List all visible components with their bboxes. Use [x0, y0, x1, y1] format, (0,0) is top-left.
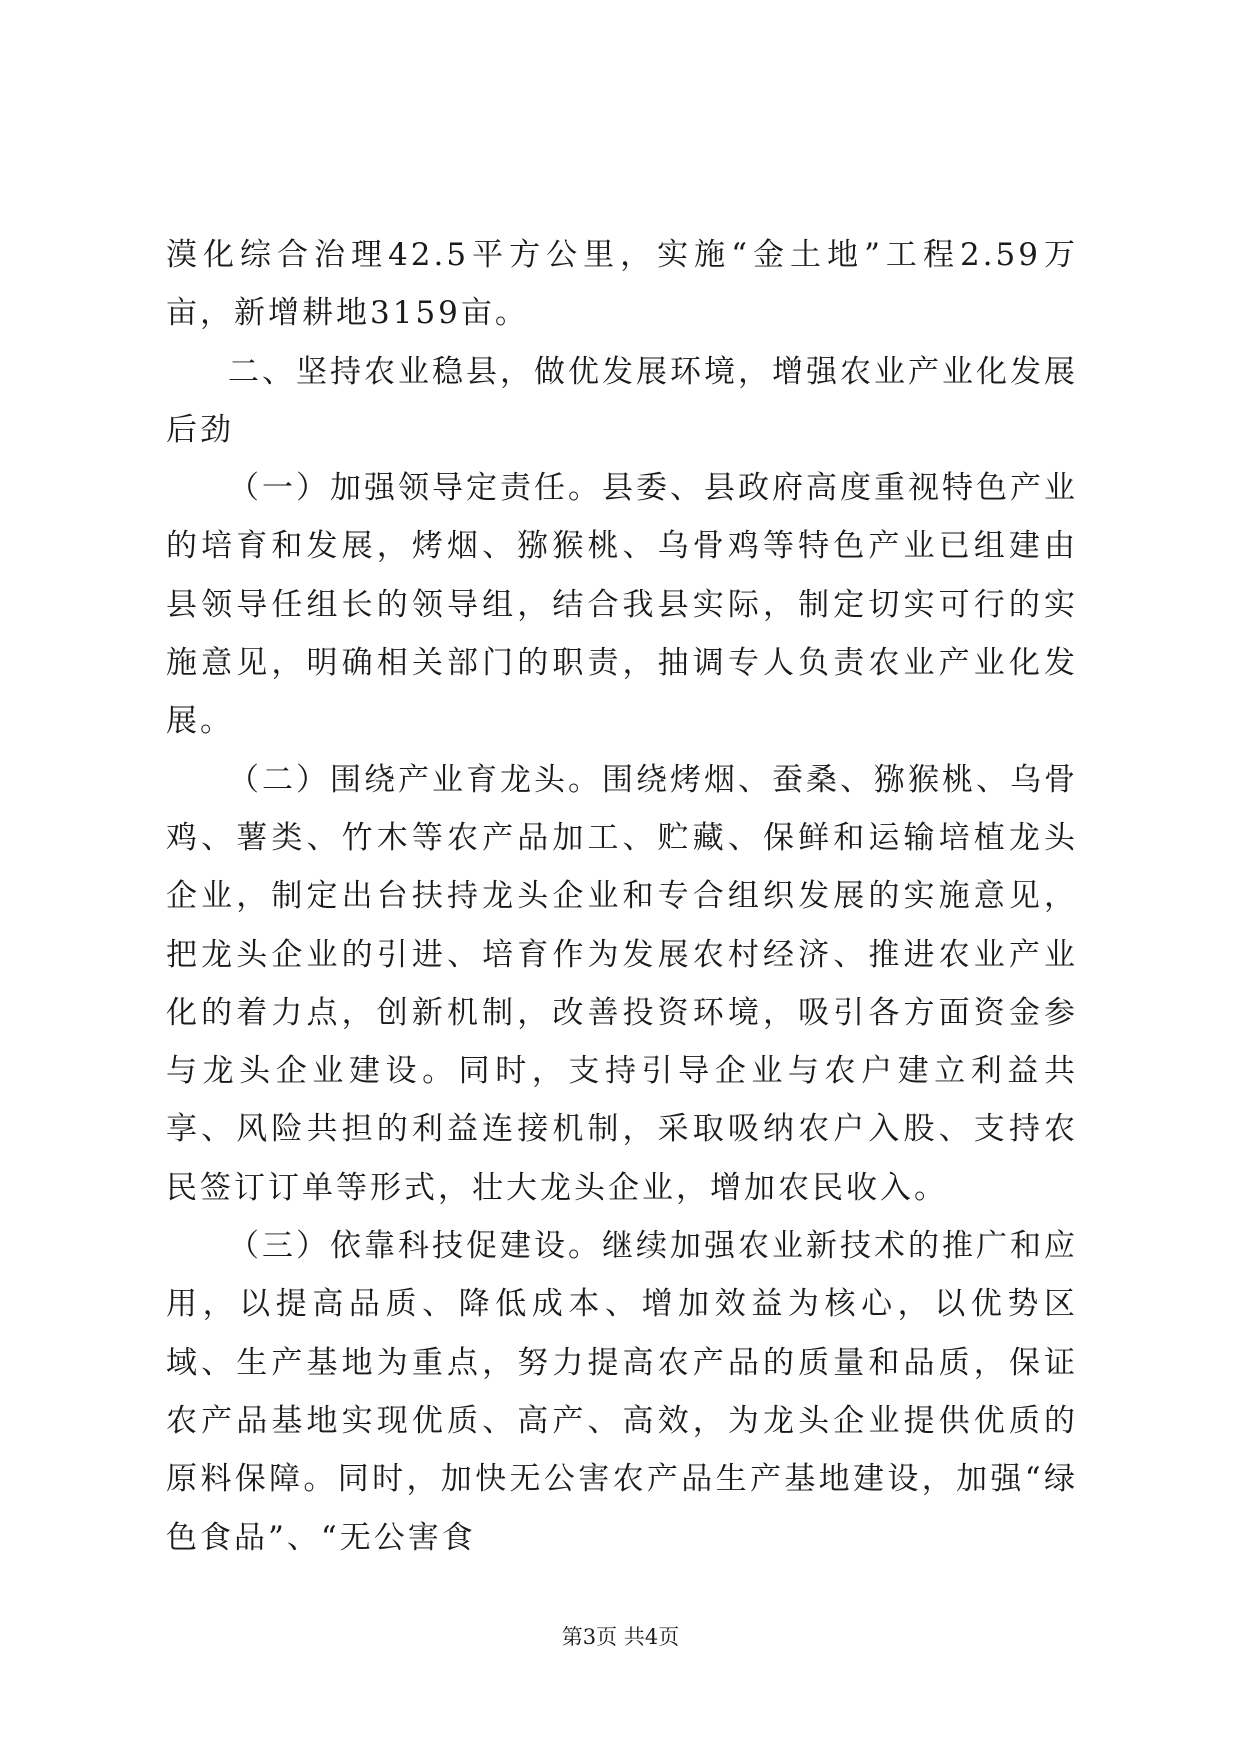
paragraph-one: （一）加强领导定责任。县委、县政府高度重视特色产业的培育和发展，烤烟、猕猴桃、乌骨鸡等特色产业已组建由县领导任组长的领导组，结合我县实际，制定切实可行的实施意见，明确相关部门的职责，抽调专人负责农业产业化发展。 — [166, 470, 1078, 740]
body-text — [166, 226, 1078, 1567]
page-number: 第3页 共4页 — [561, 1625, 680, 1649]
page-footer — [0, 1622, 1241, 1652]
paragraph-continuation: 漠化综合治理42.5平方公里，实施“金土地”工程2.59万亩，新增耕地3159亩。 — [166, 237, 1078, 332]
paragraph-two: （二）围绕产业育龙头。围绕烤烟、蚕桑、猕猴桃、乌骨鸡、薯类、竹木等农产品加工、贮藏、保鲜和运输培植龙头企业，制定出台扶持龙头企业和专合组织发展的实施意见，把龙头企业的引进、培育作为发展农村经济、推进农业产业化的着力点，创新机制，改善投资环境，吸引各方面资金参与龙头企业建设。同时，支持引导企业与农户建立利益共享、风险共担的利益连接机制，采取吸纳农户入股、支持农民签订订单等形式，壮大龙头企业，增加农民收入。 — [166, 761, 1078, 1206]
paragraph-three: （三）依靠科技促建设。继续加强农业新技术的推广和应用，以提高品质、降低成本、增加效益为核心，以优势区域、生产基地为重点，努力提高农产品的质量和品质，保证农产品基地实现优质、高产、高效，为龙头企业提供优质的原料保障。同时，加快无公害农产品生产基地建设，加强“绿色食品”、“无公害食 — [166, 1228, 1078, 1556]
section-heading: 二、坚持农业稳县，做优发展环境，增强农业产业化发展后劲 — [166, 353, 1078, 448]
